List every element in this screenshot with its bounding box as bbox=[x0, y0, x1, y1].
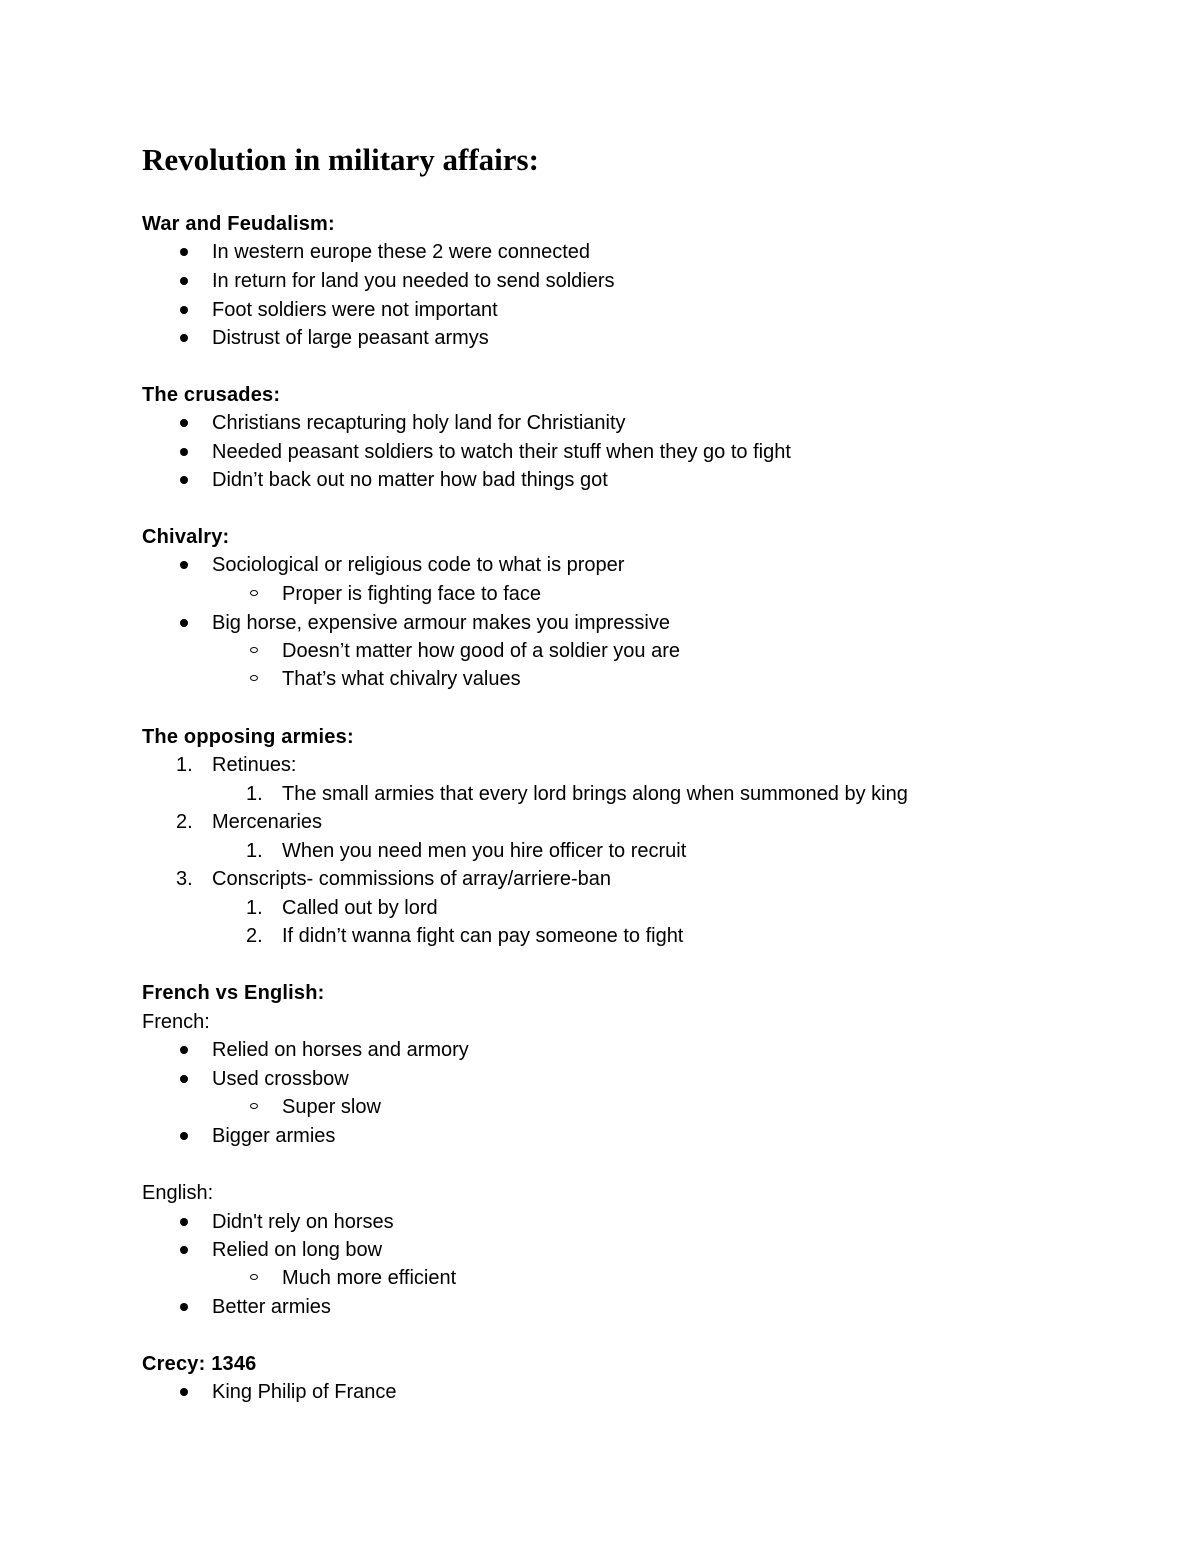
list-item: Christians recapturing holy land for Christianity bbox=[212, 409, 626, 438]
list-number: 2. bbox=[176, 811, 193, 833]
numbered-subitem: 1. When you need men you hire officer to recruit bbox=[282, 837, 686, 866]
list-item: Used crossbow bbox=[212, 1065, 349, 1094]
list-number: 1. bbox=[246, 897, 263, 919]
numbered-item: 3. Conscripts- commissions of array/arriere-ban bbox=[212, 865, 611, 894]
list-number: 1. bbox=[246, 840, 263, 862]
list-subitem: Super slow bbox=[282, 1093, 381, 1122]
section-heading-french-vs-english: French vs English: bbox=[142, 982, 325, 1004]
bullet-icon bbox=[180, 1388, 188, 1396]
bullet-icon bbox=[180, 619, 188, 627]
list-item: Relied on long bow bbox=[212, 1236, 382, 1265]
list-subitem: Proper is fighting face to face bbox=[282, 580, 541, 609]
list-item: Distrust of large peasant armys bbox=[212, 324, 489, 353]
section-heading-crecy: Crecy: 1346 bbox=[142, 1353, 257, 1375]
section-heading-crusades: The crusades: bbox=[142, 384, 281, 406]
bullet-icon bbox=[180, 306, 188, 314]
list-item: Bigger armies bbox=[212, 1122, 335, 1151]
list-item: Relied on horses and armory bbox=[212, 1036, 469, 1065]
bullet-icon bbox=[180, 476, 188, 484]
list-item: King Philip of France bbox=[212, 1378, 397, 1407]
bullet-icon bbox=[180, 1046, 188, 1054]
list-subitem: Doesn’t matter how good of a soldier you are bbox=[282, 637, 680, 666]
bullet-icon bbox=[180, 1218, 188, 1226]
hollow-bullet-icon bbox=[250, 1274, 258, 1280]
numbered-subitem: 1. The small armies that every lord brings along when summoned by king bbox=[282, 780, 908, 809]
list-item: In western europe these 2 were connected bbox=[212, 238, 590, 267]
bullet-icon bbox=[180, 1246, 188, 1254]
list-item: Needed peasant soldiers to watch their stuff when they go to fight bbox=[212, 438, 791, 467]
subgroup-label-english: English: bbox=[142, 1182, 214, 1204]
hollow-bullet-icon bbox=[250, 590, 258, 596]
bullet-icon bbox=[180, 1303, 188, 1311]
hollow-bullet-icon bbox=[250, 647, 258, 653]
list-item: In return for land you needed to send soldiers bbox=[212, 267, 614, 296]
list-item: Didn't rely on horses bbox=[212, 1208, 394, 1237]
list-number: 1. bbox=[176, 754, 193, 776]
list-item: Big horse, expensive armour makes you impressive bbox=[212, 609, 670, 638]
bullet-icon bbox=[180, 419, 188, 427]
bullet-icon bbox=[180, 334, 188, 342]
bullet-icon bbox=[180, 277, 188, 285]
numbered-subitem: 2. If didn’t wanna fight can pay someone to fight bbox=[282, 922, 683, 951]
subgroup-label-french: French: bbox=[142, 1011, 210, 1033]
section-heading-war-feudalism: War and Feudalism: bbox=[142, 213, 335, 235]
numbered-subitem: 1. Called out by lord bbox=[282, 894, 438, 923]
page-title: Revolution in military affairs: bbox=[142, 142, 539, 177]
bullet-icon bbox=[180, 448, 188, 456]
list-subitem: Much more efficient bbox=[282, 1264, 456, 1293]
list-item: Didn’t back out no matter how bad things got bbox=[212, 466, 608, 495]
list-item: Sociological or religious code to what is proper bbox=[212, 551, 624, 580]
bullet-icon bbox=[180, 561, 188, 569]
numbered-item: 2. Mercenaries bbox=[212, 808, 322, 837]
section-heading-opposing-armies: The opposing armies: bbox=[142, 726, 354, 748]
section-heading-chivalry: Chivalry: bbox=[142, 526, 230, 548]
list-number: 3. bbox=[176, 868, 193, 890]
list-item: Better armies bbox=[212, 1293, 331, 1322]
list-number: 1. bbox=[246, 783, 263, 805]
list-subitem: That’s what chivalry values bbox=[282, 665, 521, 694]
numbered-item: 1. Retinues: bbox=[212, 751, 297, 780]
bullet-icon bbox=[180, 248, 188, 256]
hollow-bullet-icon bbox=[250, 1103, 258, 1109]
hollow-bullet-icon bbox=[250, 675, 258, 681]
bullet-icon bbox=[180, 1075, 188, 1083]
list-number: 2. bbox=[246, 925, 263, 947]
bullet-icon bbox=[180, 1132, 188, 1140]
list-item: Foot soldiers were not important bbox=[212, 296, 498, 325]
